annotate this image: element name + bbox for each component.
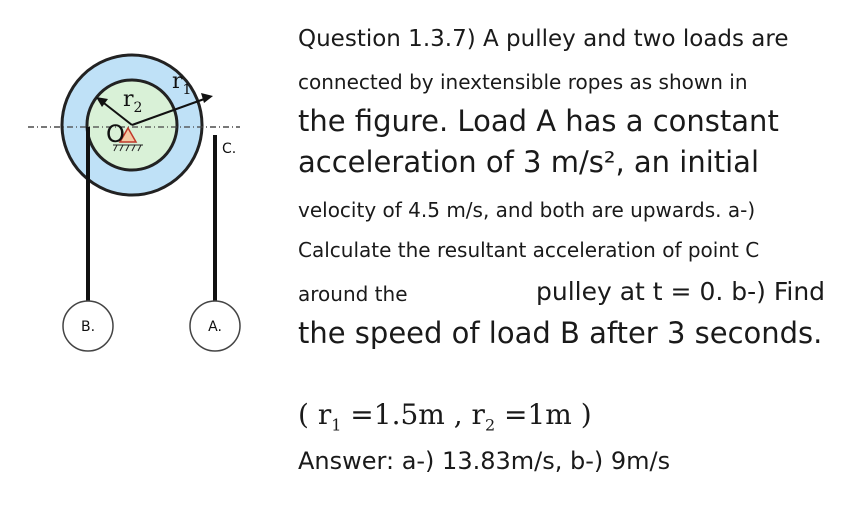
question-line-7a: around the: [298, 282, 408, 306]
question-line-5: velocity of 4.5 m/s, and both are upwards. a-): [298, 198, 756, 222]
load-a-label: A.: [208, 319, 222, 335]
load-b-label: B.: [80, 319, 96, 335]
label-C: C.: [222, 141, 237, 157]
label-O: O: [106, 120, 125, 148]
label-r2: $r_2$: [123, 87, 143, 116]
given-values: ( $r_1 =1.5m$ , $r_2 =1m$ ): [298, 398, 592, 435]
question-line-7b: pulley at t = 0. b-) Find: [536, 277, 826, 306]
pulley-figure: [0, 0, 290, 523]
label-r1: $r_1$: [172, 69, 192, 98]
question-line-1: Question 1.3.7) A pulley and two loads are: [298, 26, 789, 52]
answer-text: Answer: a-) 13.83m/s, b-) 9m/s: [298, 447, 671, 475]
question-line-4: acceleration of 3 m/s², an initial: [298, 145, 760, 179]
question-line-3: the figure. Load A has a constant: [298, 104, 779, 138]
question-line-8: the speed of load B after 3 seconds.: [298, 316, 823, 350]
question-line-6: Calculate the resultant acceleration of point C: [298, 238, 760, 262]
question-line-2: connected by inextensible ropes as shown in: [298, 70, 748, 94]
